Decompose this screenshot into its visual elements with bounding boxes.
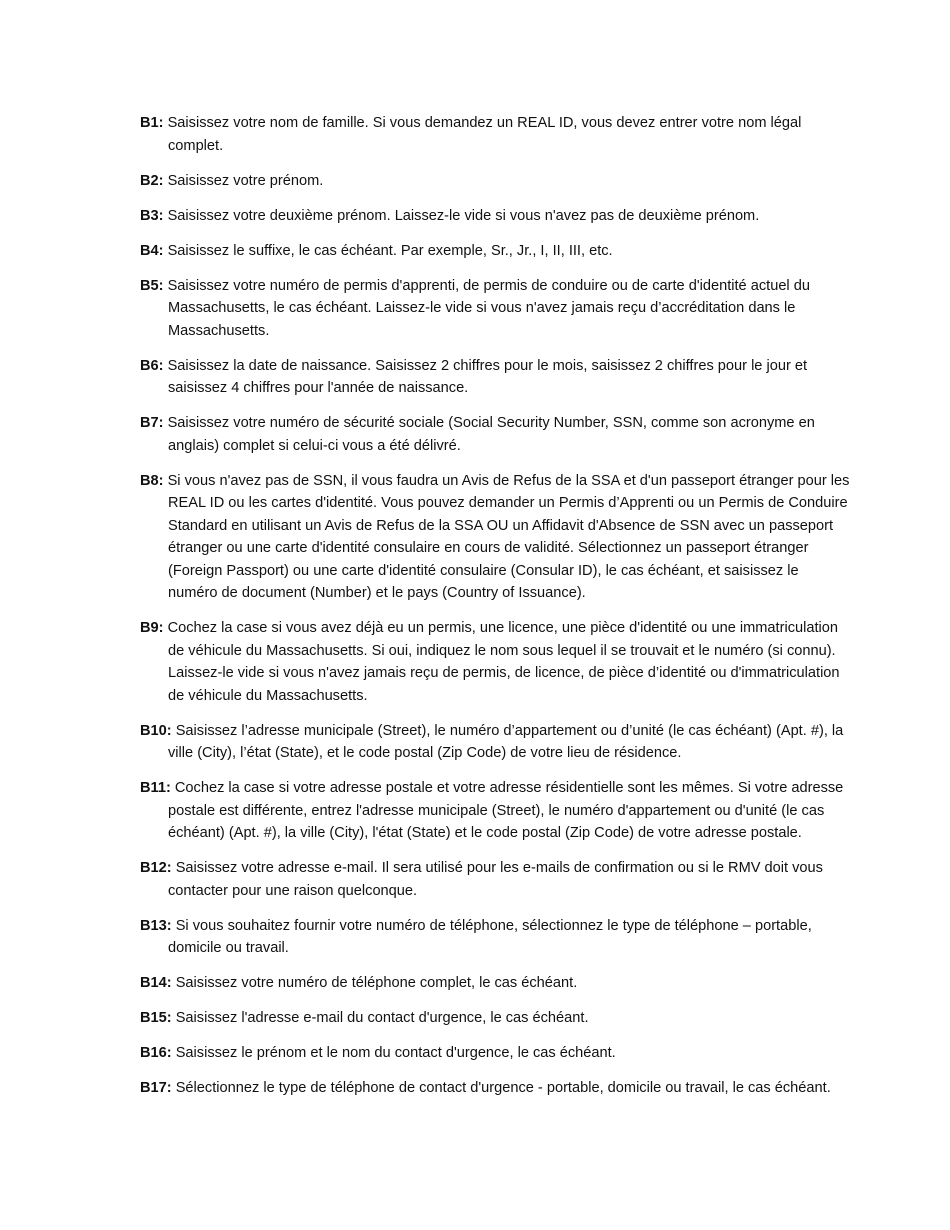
item-label: B16:: [140, 1045, 172, 1061]
item-label: B2:: [140, 172, 164, 189]
item-label: B9:: [140, 620, 164, 636]
item-text: Cochez la case si votre adresse postale et votre adresse résidentielle sont les mêmes. Si votre adresse postale est différente, entrez l'adresse municipale (Street), le numéro d'appartement ou d'unité (le cas échéant) (Apt. #), la ville (City), l'état (State) et le code postal (Zip Code) de votre adresse postale.: [168, 780, 844, 841]
item-label: B14:: [140, 975, 172, 991]
instruction-item: [140, 170, 850, 193]
item-label: B5:: [140, 277, 164, 294]
instruction-item: [140, 1007, 850, 1030]
item-label: B1:: [140, 115, 164, 131]
item-label: B6:: [140, 357, 164, 374]
item-text: Saisissez l'adresse e-mail du contact d'urgence, le cas échéant.: [175, 1010, 589, 1026]
instruction-item: [140, 777, 850, 845]
item-label: B17:: [140, 1080, 172, 1096]
item-label: B15:: [140, 1010, 172, 1026]
item-text: Saisissez votre numéro de téléphone complet, le cas échéant.: [175, 975, 578, 991]
instruction-item: [140, 1042, 850, 1065]
item-text: Saisissez votre nom de famille. Si vous demandez un REAL ID, vous devez entrer votre nom légal complet.: [167, 115, 802, 154]
instruction-item: [140, 412, 850, 457]
item-text: Saisissez votre prénom.: [167, 172, 324, 189]
instruction-item: [140, 720, 850, 765]
item-text: Saisissez le prénom et le nom du contact d'urgence, le cas échéant.: [175, 1045, 616, 1061]
item-label: B11:: [140, 780, 171, 796]
instruction-item: [140, 240, 850, 263]
instruction-item: [140, 470, 850, 605]
item-label: B8:: [140, 472, 164, 489]
instruction-item: [140, 972, 850, 995]
item-text: Saisissez votre numéro de permis d'apprenti, de permis de conduire ou de carte d'identité actuel du Massachusetts, le cas échéant. Laissez-le vide si vous n'avez jamais reçu d’accréditation dans le Massachusetts.: [167, 277, 810, 339]
instruction-item: [140, 275, 850, 343]
item-label: B3:: [140, 207, 164, 224]
item-text: Saisissez le suffixe, le cas échéant. Par exemple, Sr., Jr., I, II, III, etc.: [167, 242, 613, 259]
instruction-item: [140, 205, 850, 228]
item-text: Sélectionnez le type de téléphone de contact d'urgence - portable, domicile ou travail, le cas échéant.: [175, 1080, 831, 1096]
instruction-item: [140, 1077, 850, 1100]
instruction-item: [140, 355, 850, 400]
item-text: Si vous n'avez pas de SSN, il vous faudra un Avis de Refus de la SSA et d'un passeport étranger pour les REAL ID ou les cartes d'identité. Vous pouvez demander un Permis d’Apprenti ou un Permis de Conduire Standard en utilisant un Avis de Refus de la SSA OU un Affidavit d'Absence de SSN avec un passeport étranger ou une carte d'identité consulaire en cours de validité. Sélectionnez un passeport étranger (Foreign Passport) ou une carte d'identité consulaire (Consular ID), le cas échéant, et saisissez le numéro de document (Number) et le pays (Country of Issuance).: [167, 472, 850, 601]
item-text: Si vous souhaitez fournir votre numéro de téléphone, sélectionnez le type de téléphone – portable, domicile ou travail.: [168, 917, 812, 956]
instruction-item: [140, 112, 850, 157]
item-label: B13:: [140, 917, 172, 934]
item-label: B12:: [140, 860, 172, 876]
item-text: Saisissez votre deuxième prénom. Laissez-le vide si vous n'avez pas de deuxième prénom.: [167, 207, 760, 224]
instruction-item: [140, 915, 850, 960]
item-label: B7:: [140, 415, 164, 431]
item-text: Cochez la case si vous avez déjà eu un permis, une licence, une pièce d'identité ou une immatriculation de véhicule du Massachusetts. Si oui, indiquez le nom sous lequel il se trouvait et le numéro (si connu). Laissez-le vide si vous n'avez jamais reçu de permis, de licence, de pièce d’identité ou d'immatriculation de véhicule du Massachusetts.: [167, 620, 840, 704]
item-text: Saisissez votre adresse e-mail. Il sera utilisé pour les e-mails de confirmation ou si le RMV doit vous contacter pour une raison quelconque.: [168, 860, 823, 899]
item-text: Saisissez votre numéro de sécurité sociale (Social Security Number, SSN, comme son acronyme en anglais) complet si celui-ci vous a été délivré.: [167, 415, 815, 454]
instruction-item: [140, 617, 850, 707]
instruction-item: [140, 857, 850, 902]
item-label: B10:: [140, 722, 172, 739]
item-text: Saisissez l’adresse municipale (Street), le numéro d’appartement ou d’unité (le cas échéant) (Apt. #), la ville (City), l’état (State), et le code postal (Zip Code) de votre lieu de résidence.: [168, 722, 844, 761]
item-text: Saisissez la date de naissance. Saisissez 2 chiffres pour le mois, saisissez 2 chiffres pour le jour et saisissez 4 chiffres pour l'année de naissance.: [167, 357, 808, 396]
item-label: B4:: [140, 242, 164, 259]
